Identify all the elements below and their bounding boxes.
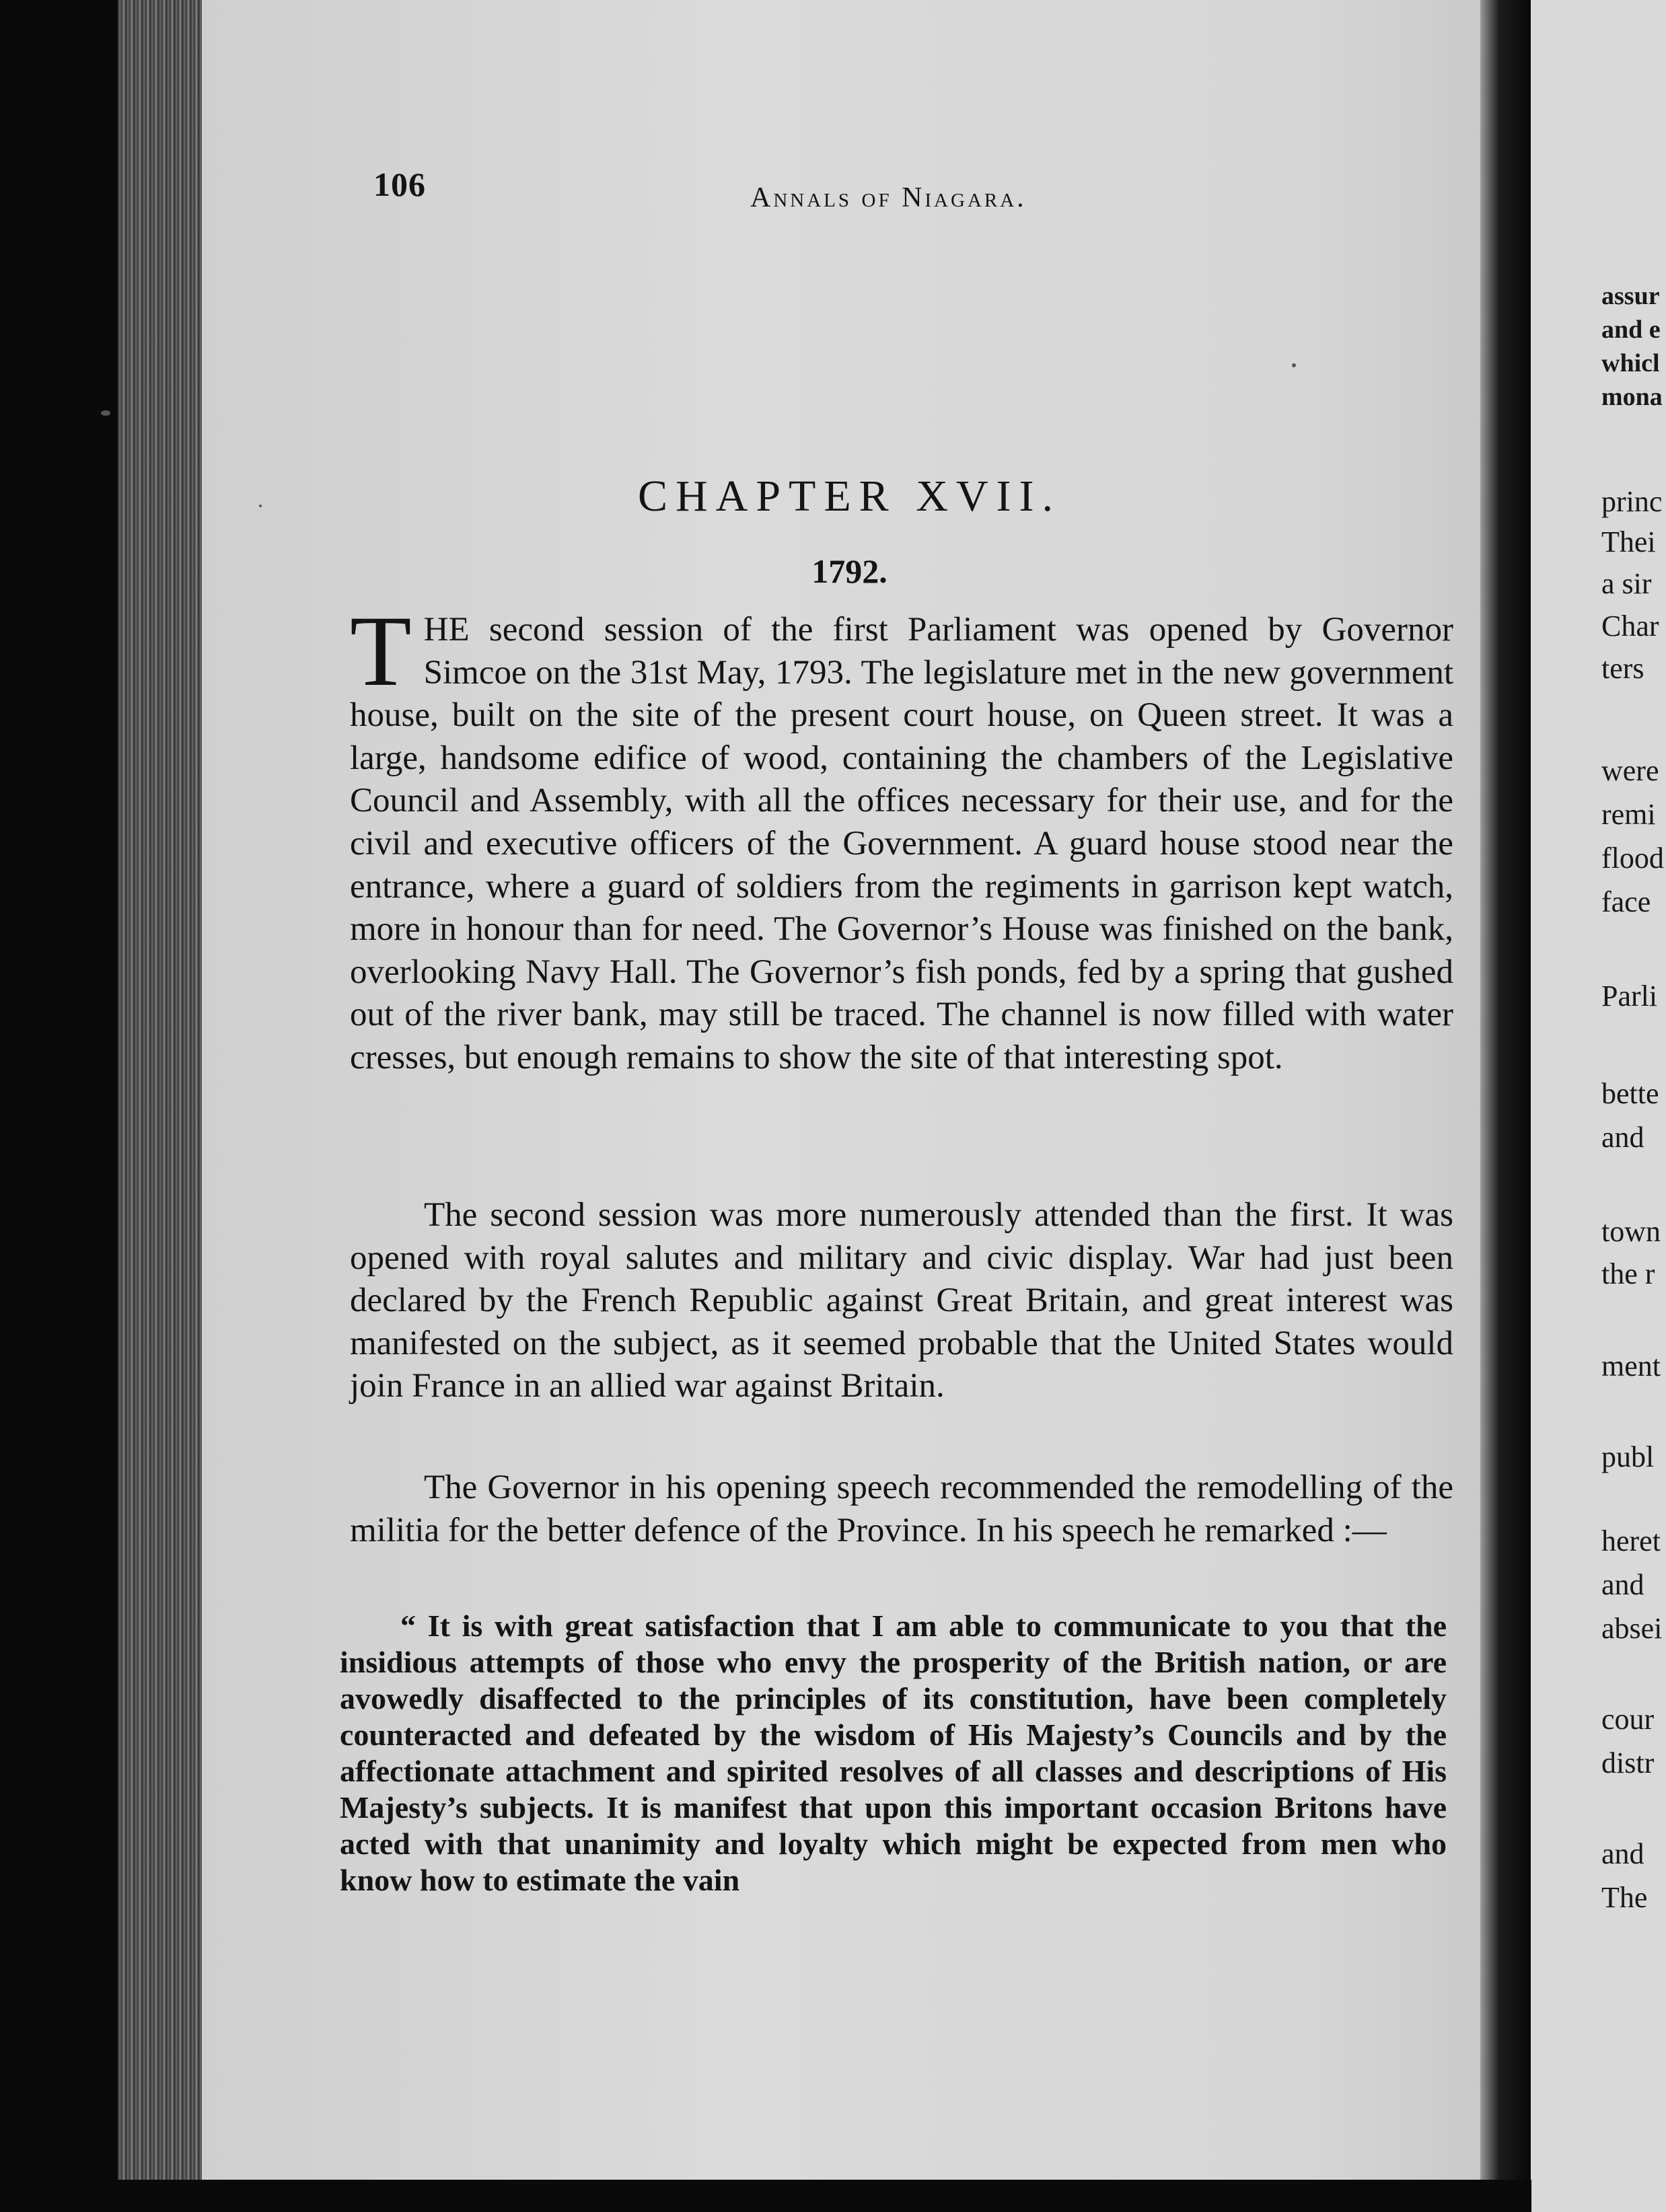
facing-page-fragment: publ	[1601, 1440, 1655, 1473]
dust-speck	[101, 410, 110, 416]
facing-page-fragment: town	[1601, 1215, 1661, 1248]
facing-page-fragment: ment	[1601, 1350, 1661, 1382]
chapter-title: CHAPTER XVII.	[638, 472, 1061, 521]
dust-speck	[1292, 363, 1296, 367]
facing-page-fragment: ters	[1601, 652, 1644, 685]
book-gutter	[1480, 0, 1527, 2212]
facing-page-fragment: and	[1601, 1568, 1644, 1601]
facing-page-fragment: face	[1601, 885, 1651, 918]
facing-page-fragment: were	[1601, 754, 1659, 787]
facing-page-fragment: mona	[1601, 383, 1663, 411]
chapter-year: 1792.	[811, 552, 888, 590]
facing-page-fragment: whicl	[1601, 349, 1660, 377]
paragraph	[350, 595, 1453, 1080]
facing-page-fragment: flood	[1601, 842, 1664, 875]
page-edge	[118, 0, 209, 2180]
facing-page-fragment: Thei	[1601, 525, 1656, 558]
facing-page-fragment: princ	[1601, 485, 1663, 518]
facing-page-fragment: assur	[1601, 282, 1660, 310]
facing-page	[1531, 0, 1666, 2212]
running-head: Annals of Niagara.	[750, 182, 1027, 213]
dust-speck	[259, 505, 262, 507]
facing-page-fragment: remi	[1601, 798, 1656, 831]
facing-page-fragment: a sir	[1601, 567, 1652, 600]
paragraph: The Governor in his opening speech recommended the remodelling of the militia for the better defence of the Province. In his speech he remarked :—	[350, 1469, 1453, 1549]
facing-page-fragment: the r	[1601, 1257, 1655, 1290]
facing-page-fragment: The	[1601, 1881, 1648, 1914]
facing-page-fragment: absei	[1601, 1612, 1663, 1645]
facing-page-fragment: distr	[1601, 1746, 1655, 1779]
drop-cap: T	[350, 595, 412, 707]
block-quote: “ It is with great satisfaction that I am able to communicate to you that the insidious attempts of those who envy the prosperity of the British nation, or are avowedly disaffected to the principles of its constitution, have been completely counteracted and defeated by the wisdom of His Majesty’s Councils and by the affectionate attachment and spirited resolves of all classes and descriptions of His Majesty’s subjects. It is manifest that upon this important occasion Britons have acted with that unanimity and loyalty which might be expected from men who know how to estimate the vain	[340, 1609, 1447, 1897]
scan-border	[0, 2180, 1531, 2212]
facing-page-fragment: bette	[1601, 1077, 1659, 1110]
facing-page-fragment: cour	[1601, 1703, 1655, 1736]
facing-page-fragment: heret	[1601, 1524, 1661, 1557]
facing-page-fragment: and	[1601, 1837, 1644, 1870]
facing-page-fragment: Char	[1601, 610, 1659, 642]
facing-page-fragment: Parli	[1601, 980, 1658, 1012]
facing-page-fragment: and e	[1601, 316, 1661, 344]
paragraph: The second session was more numerously attended than the first. It was opened with royal salutes and military and civic display. War had just been declared by the French Republic against Great Britain, and great interest was manifested on the subject, as it seemed probable that the United States would join France in an allied war against Britain.	[350, 1196, 1453, 1405]
facing-page-fragment: and	[1601, 1121, 1644, 1154]
page-number: 106	[373, 165, 426, 203]
paragraph-text: HE second session of the first Parliament was opened by Governor Simcoe on the 31st May, 1793. The legislature met in the new government house, built on the site of the present court house, on Queen street. It was a large, handsome edifice of wood, containing the chambers of the Legislative Council and Assembly, with all the offices necessary for their use, and for the civil and executive officers of the Government. A guard house stood near the entrance, where a guard of soldiers from the regiments in garrison kept watch, more in honour than for need. The Governor’s House was finished on the bank, overlooking Navy Hall. The Governor’s fish ponds, fed by a spring that gushed out of the river bank, may still be traced. The channel is now filled with water cresses, but enough remains to show the site of that interesting spot.	[350, 611, 1453, 1076]
